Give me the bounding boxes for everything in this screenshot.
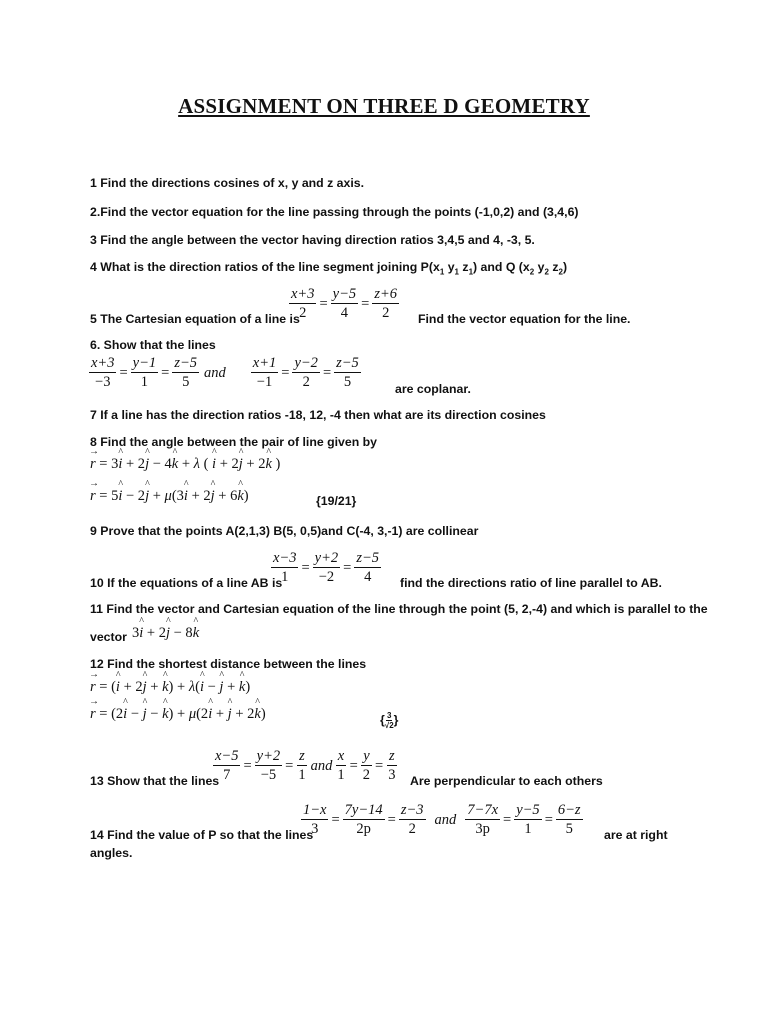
question-5: 5 The Cartesian equation of a line is bbox=[90, 312, 300, 326]
question-14: 14 Find the value of P so that the lines bbox=[90, 828, 314, 842]
question-13-tail: Are perpendicular to each others bbox=[410, 774, 603, 788]
question-9: 9 Prove that the points A(2,1,3) B(5, 0,5)and C(-4, 3,-1) are collinear bbox=[90, 524, 479, 538]
q10-equation: $\frac{x-3}{1}$ = $\frac{y+2}{-2}$ = $\frac{z-5}{4}$ bbox=[273, 550, 380, 585]
question-8: 8 Find the angle between the pair of line given by bbox=[90, 435, 377, 449]
q12-answer: { $\frac{3}{√2}$ } bbox=[380, 711, 399, 730]
question-14-tail: are at right bbox=[604, 828, 668, 842]
question-7: 7 If a line has the direction ratios -18, 12, -4 then what are its direction cosines bbox=[90, 408, 546, 422]
q11-vector: 3^ i + 2^ j − 8^ k bbox=[132, 625, 199, 642]
question-3: 3 Find the angle between the vector having direction ratios 3,4,5 and 4, -3, 5. bbox=[90, 233, 535, 247]
question-10: 10 If the equations of a line AB is bbox=[90, 576, 283, 590]
question-2: 2.Find the vector equation for the line passing through the points (-1,0,2) and (3,4,6) bbox=[90, 205, 579, 219]
q8-answer: {19/21} bbox=[316, 494, 357, 508]
question-14-tail-2: angles. bbox=[90, 846, 133, 860]
page-title: ASSIGNMENT ON THREE D GEOMETRY bbox=[178, 94, 590, 118]
question-6-tail: are coplanar. bbox=[395, 382, 471, 396]
question-11: 11 Find the vector and Cartesian equation of the line through the point (5, 2,-4) and which is parallel to the bbox=[90, 602, 708, 616]
question-13: 13 Show that the lines bbox=[90, 774, 220, 788]
question-6: 6. Show that the lines bbox=[90, 338, 216, 352]
q13-equations: $\frac{x-5}{7}$ = $\frac{y+2}{-5}$ = $\frac{z}{1}$ and $\frac{x}{1}$ = $\frac{y}{2}$ = $\frac{z}{3}$ bbox=[215, 748, 396, 783]
question-12: 12 Find the shortest distance between the lines bbox=[90, 657, 367, 671]
question-1: 1 Find the directions cosines of x, y and z axis. bbox=[90, 176, 365, 190]
question-11-vector-label: vector bbox=[90, 630, 127, 644]
q8-line2: → r = 5^ i − 2^ j + μ(3^ i + 2^ j + 6^ k) bbox=[90, 488, 249, 505]
q6-equations: $\frac{x+3}{-3}$ = $\frac{y-1}{1}$ = $\frac{z-5}{5}$ and $\frac{x+1}{-1}$ = $\frac{y-2}{2}$ = $\frac{z-5}{5}$ bbox=[91, 355, 359, 390]
q5-equation: $\frac{x+3}{2}$ = $\frac{y-5}{4}$ = $\frac{z+6}{2}$ bbox=[291, 286, 398, 321]
q14-equations: $\frac{1-x}{3}$ = $\frac{7y-14}{2p}$ = $\frac{z-3}{2}$ and $\frac{7-7x}{3p}$ = $\frac{y-5}{1}$ = $\frac{6-z}{5}$ bbox=[303, 802, 581, 837]
q12-line1: → r = (^ i + 2^ j + ^ k) + λ(^ i − ^ j + ^ k) bbox=[90, 679, 250, 696]
q12-line2: → r = (2^ i − ^ j − ^ k) + μ(2^ i + ^ j + 2^ k) bbox=[90, 706, 266, 723]
q8-line1: → r = 3^ i + 2^ j − 4^ k + λ ( ^ i + 2^ j + 2^ k ) bbox=[90, 456, 280, 473]
question-4: 4 What is the direction ratios of the line segment joining $P(x_1$ $y_1$ $z_1$) and Q ($x_2$ $y_2$ $z_2$) bbox=[90, 260, 568, 277]
question-10-tail: find the directions ratio of line parallel to AB. bbox=[400, 576, 662, 590]
question-5-tail: Find the vector equation for the line. bbox=[418, 312, 631, 326]
